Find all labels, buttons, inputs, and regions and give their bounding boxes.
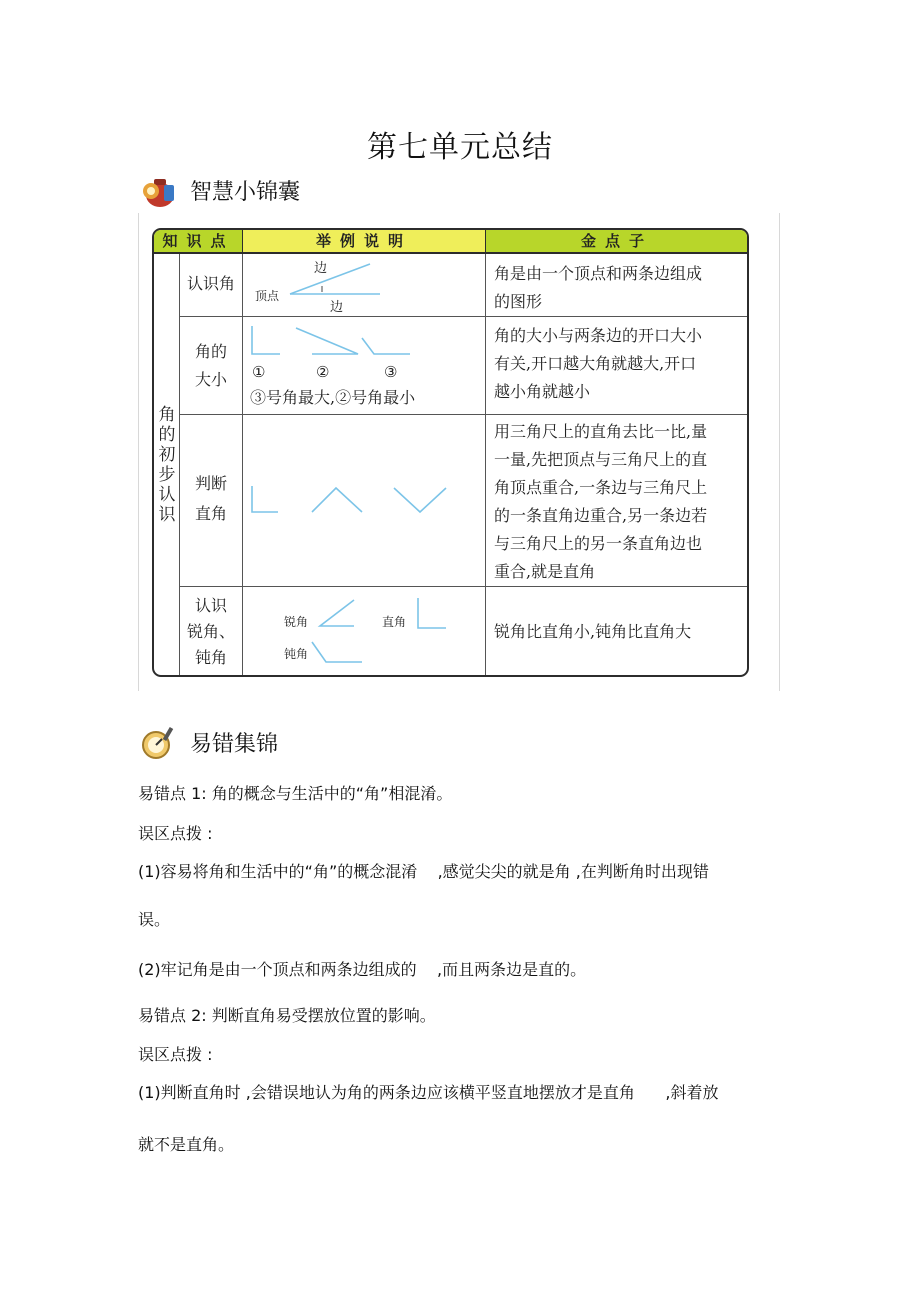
angle-mark: ① bbox=[252, 363, 266, 381]
divider bbox=[179, 316, 749, 317]
tip-line: 角是由一个顶点和两条边组成 bbox=[494, 264, 703, 283]
header-tip: 金点子 bbox=[580, 232, 653, 250]
row-topic: 大小 bbox=[194, 370, 227, 389]
row-topic: 钝角 bbox=[194, 648, 227, 667]
paragraph: (1)容易将角和生活中的“角”的概念混淆 ,感觉尖尖的就是角 ,在判断角时出现错 bbox=[138, 862, 709, 881]
tip-line: 锐角比直角小,钝角比直角大 bbox=[494, 622, 692, 641]
row-topic: 直角 bbox=[194, 504, 227, 523]
header-example: 举例说明 bbox=[243, 230, 485, 252]
paragraph: 误区点拨 : bbox=[138, 1045, 213, 1064]
divider bbox=[179, 586, 749, 587]
money-bag-icon bbox=[138, 171, 178, 209]
paragraph: 易错点 2: 判断直角易受摆放位置的影响。 bbox=[138, 1006, 436, 1025]
tip-line: 的一条直角边重合,另一条边若 bbox=[494, 506, 708, 525]
tip-line: 与三角尺上的另一条直角边也 bbox=[494, 534, 703, 553]
tip-line: 越小角就越小 bbox=[494, 382, 591, 401]
paragraph: 误。 bbox=[138, 910, 171, 929]
tip-line: 重合,就是直角 bbox=[494, 562, 596, 581]
row-topic: 认识角 bbox=[186, 274, 235, 293]
angle-size-diagram bbox=[250, 322, 480, 364]
edge-label: 边 bbox=[330, 300, 344, 315]
angle-mark: ③ bbox=[384, 363, 398, 381]
right-label: 直角 bbox=[382, 615, 407, 629]
tip-line: 有关,开口越大角就越大,开口 bbox=[494, 354, 697, 373]
tip-line: 角的大小与两条边的开口大小 bbox=[494, 326, 703, 345]
section-heading-wisdom bbox=[138, 170, 300, 210]
section-label: 智慧小锦囊 bbox=[190, 179, 301, 205]
section-label: 易错集锦 bbox=[190, 731, 279, 757]
paragraph: 误区点拨 : bbox=[138, 824, 213, 843]
obtuse-label: 钝角 bbox=[284, 647, 309, 661]
tip-line: 的图形 bbox=[494, 292, 543, 311]
divider bbox=[485, 254, 486, 677]
angle-diagram bbox=[250, 258, 480, 314]
paragraph: 就不是直角。 bbox=[138, 1135, 235, 1154]
row-topic: 认识 bbox=[194, 596, 227, 615]
angle-mark: ② bbox=[316, 363, 330, 381]
right-angle-diagram bbox=[250, 482, 480, 522]
vertex-label: 顶点 bbox=[255, 289, 280, 303]
example-caption: ③号角最大,②号角最小 bbox=[250, 388, 416, 407]
row-topic: 判断 bbox=[194, 474, 227, 493]
divider bbox=[179, 414, 749, 415]
paragraph: (2)牢记角是由一个顶点和两条边组成的 ,而且两条边是直的。 bbox=[138, 960, 587, 979]
tip-line: 一量,先把顶点与三角尺上的直 bbox=[494, 450, 708, 469]
page-title: 第七单元总结 bbox=[367, 130, 553, 165]
side-label: 角的初步认识 bbox=[158, 405, 176, 525]
tip-line: 角顶点重合,一条边与三角尺上 bbox=[494, 478, 708, 497]
header-knowledge: 知识点 bbox=[162, 232, 235, 250]
section-heading-mistakes bbox=[138, 722, 278, 762]
paragraph: (1)判断直角时 ,会错误地认为角的两条边应该横平竖直地摆放才是直角 ,斜着放 bbox=[138, 1083, 719, 1102]
acute-label: 锐角 bbox=[284, 615, 309, 629]
compass-tool-icon bbox=[138, 723, 178, 761]
divider bbox=[242, 254, 243, 677]
row-topic: 角的 bbox=[194, 342, 227, 361]
tip-line: 用三角尺上的直角去比一比,量 bbox=[494, 422, 708, 441]
row-topic: 锐角、 bbox=[186, 622, 235, 641]
divider bbox=[242, 230, 243, 254]
acute-obtuse-diagram bbox=[250, 592, 480, 676]
paragraph: 易错点 1: 角的概念与生活中的“角”相混淆。 bbox=[138, 784, 453, 803]
edge-label: 边 bbox=[314, 261, 328, 276]
summary-table bbox=[152, 228, 749, 677]
divider bbox=[485, 230, 486, 254]
